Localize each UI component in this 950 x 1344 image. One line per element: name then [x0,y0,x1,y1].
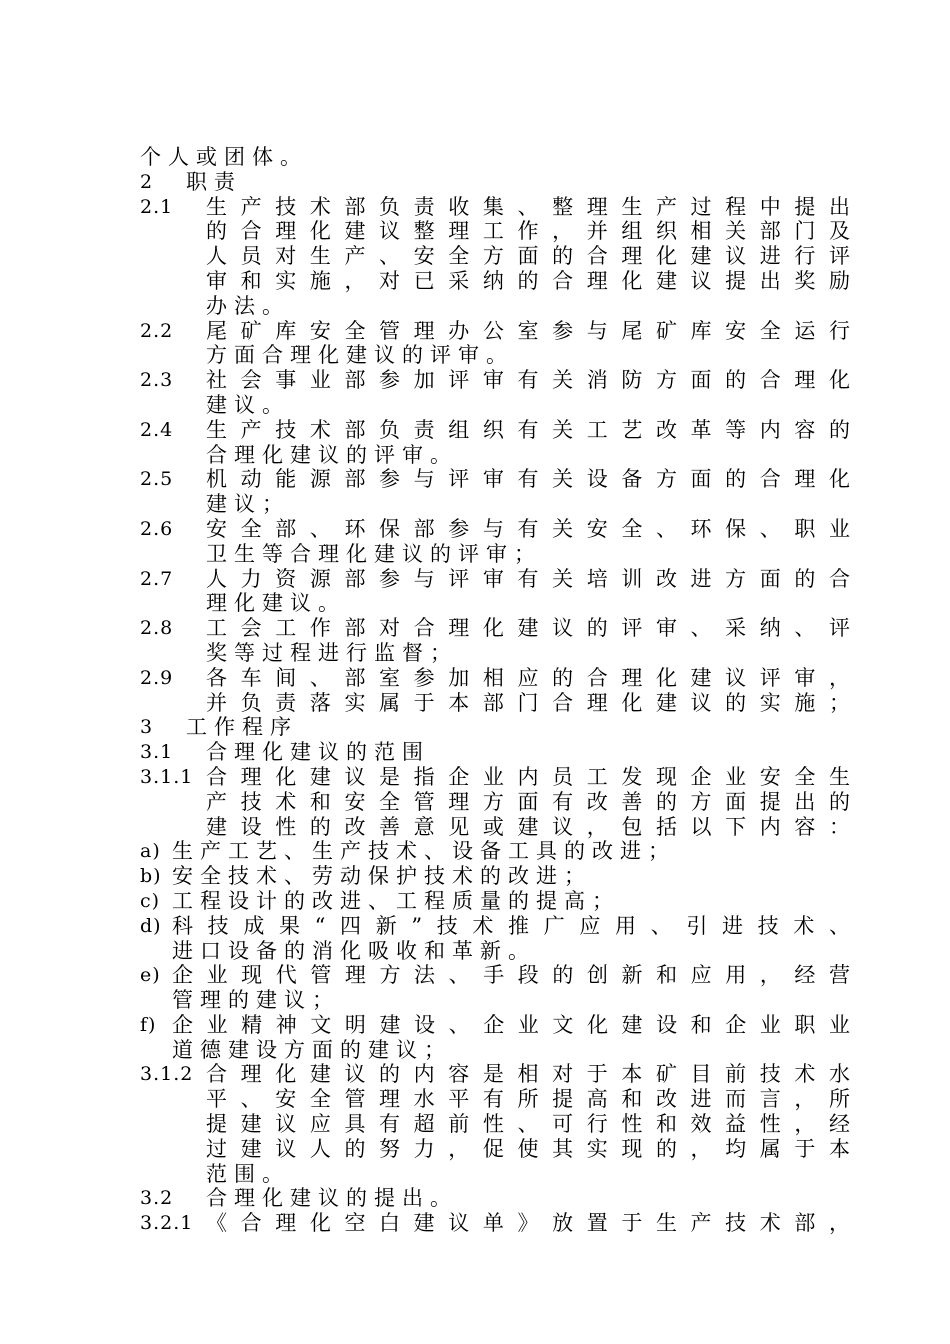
clause-text: 范围。 [206,1161,290,1186]
clause-text: 企业现代管理方法、手段的创新和应用，经营 [172,963,850,988]
clause-text: 合理化建议是指企业内员工发现企业安全生 [206,764,850,789]
clause-text: 生产工艺、生产技术、设备工具的改进； [172,839,676,864]
text-line [138,691,850,716]
clause-number [138,1162,206,1187]
clause-text: 各车间、部室参加相应的合理化建议评审， [206,665,850,690]
clause-text: 理化建议。 [206,591,346,616]
clause-number: 2.7 [140,567,174,590]
clause-text: 社会事业部参加评审有关消防方面的合理化 [206,368,850,393]
text-line [138,963,850,988]
clause-text: 建设性的改善意见或建议，包括以下内容： [206,814,850,839]
clause-number: 3.2.1 [140,1212,194,1235]
text-line [138,591,850,616]
text-line [138,1013,850,1038]
clause-number: b) [140,865,162,888]
text-line [138,393,850,418]
clause-number [138,1137,206,1162]
clause-number [138,591,206,616]
text-line [138,542,850,567]
text-line [138,988,850,1013]
clause-number [138,343,206,368]
clause-text: 工作程序 [186,715,298,740]
clause-text: 安全部、环保部参与有关安全、环保、职业 [206,516,850,541]
text-line [138,219,850,244]
text-line [138,195,850,220]
clause-text: 审和实施，对已采纳的合理化建议提出奖励 [206,268,850,293]
text-line [138,1162,850,1187]
clause-number: 2.6 [140,517,174,540]
clause-text: 建议。 [206,392,290,417]
clause-text: 个人或团体。 [140,145,308,169]
clause-text: 生产技术部负责组织有关工艺改革等内容的 [206,417,850,442]
text-line [138,368,850,393]
clause-number [138,269,206,294]
clause-text: 建议； [206,492,290,517]
clause-number [138,492,206,517]
clause-number [138,1087,206,1112]
clause-text: 人力资源部参与评审有关培训改进方面的合 [206,566,850,591]
text-line [138,1112,850,1137]
document-body [138,145,850,1236]
clause-number: 3.1.2 [140,1063,194,1086]
clause-number [138,1038,172,1063]
text-line [138,914,850,939]
clause-text: 尾矿库安全管理办公室参与尾矿库安全运行 [206,318,850,343]
text-line [138,1137,850,1162]
clause-text: 奖等过程进行监督； [206,640,458,665]
text-line [138,170,850,195]
text-line [138,715,850,740]
clause-number: f) [140,1013,157,1036]
clause-number [138,939,172,964]
clause-number: 2.3 [140,369,174,392]
clause-text: 进口设备的消化吸收和革新。 [172,938,536,963]
text-line [138,839,850,864]
clause-number [138,393,206,418]
clause-text: 企业精神文明建设、企业文化建设和企业职业 [172,1012,850,1037]
clause-number: 3 [140,716,154,739]
clause-number: 2.5 [140,468,174,491]
clause-number: 2.8 [140,617,174,640]
text-line [138,443,850,468]
text-line [138,492,850,517]
clause-number: 2.2 [140,319,174,342]
clause-number [138,641,206,666]
clause-text: 科技成果“四新”技术推广应用、引进技术、 [172,913,850,938]
clause-text: 卫生等合理化建议的评审； [206,541,542,566]
clause-text: 生产技术部负责收集、整理生产过程中提出 [206,194,850,219]
text-line [138,294,850,319]
clause-number: 3.2 [140,1187,174,1210]
clause-number [138,294,206,319]
clause-text: 机动能源部参与评审有关设备方面的合理化 [206,467,850,492]
clause-text: 平、安全管理水平有所提高和改进而言，所 [206,1087,850,1112]
text-line [138,864,850,889]
text-line [138,1062,850,1087]
clause-text: 过建议人的努力，促使其实现的，均属于本 [206,1136,850,1161]
clause-number: 3.1.1 [140,765,194,788]
text-line [138,790,850,815]
text-line [138,567,850,592]
clause-number: 3.1 [140,741,174,764]
clause-text: 合理化建议的提出。 [206,1186,458,1211]
clause-text: 管理的建议； [172,988,340,1013]
text-line [138,517,850,542]
clause-number [138,219,206,244]
clause-text: 人员对生产、安全方面的合理化建议进行评 [206,244,850,269]
clause-number [138,542,206,567]
clause-number [138,790,206,815]
clause-text: 方面合理化建议的评审。 [206,343,514,368]
clause-text: 提建议应具有超前性、可行性和效益性，经 [206,1112,850,1137]
text-line [138,666,850,691]
clause-number: 2 [140,170,154,193]
clause-text: 办法。 [206,293,290,318]
clause-text: 产技术和安全管理方面有改善的方面提出的 [206,789,850,814]
clause-number [138,244,206,269]
text-line [138,319,850,344]
text-line [138,343,850,368]
clause-number [138,988,172,1013]
text-line [138,939,850,964]
text-line [138,145,850,170]
clause-text: 并负责落实属于本部门合理化建议的实施； [206,690,850,715]
text-line [138,1087,850,1112]
clause-text: 职责 [186,169,242,194]
clause-number: 2.9 [140,666,174,689]
text-line [138,889,850,914]
text-line [138,815,850,840]
clause-number: c) [140,889,161,912]
clause-number: 2.1 [140,195,174,218]
clause-text: 安全技术、劳动保护技术的改进； [172,864,592,889]
clause-text: 工会工作部对合理化建议的评审、采纳、评 [206,616,850,641]
text-line [138,1186,850,1211]
text-line [138,740,850,765]
text-line [138,418,850,443]
text-line [138,1038,850,1063]
clause-text: 合理化建议的范围 [206,740,430,765]
clause-number: a) [140,840,161,863]
text-line [138,616,850,641]
clause-number [138,1112,206,1137]
clause-number: d) [140,914,162,937]
text-line [138,467,850,492]
clause-text: 合理化建议的评审。 [206,442,458,467]
clause-text: 合理化建议的内容是相对于本矿目前技术水 [206,1062,850,1087]
clause-text: 《合理化空白建议单》放置于生产技术部， [206,1211,850,1236]
text-line [138,244,850,269]
text-line [138,765,850,790]
clause-number [138,691,206,716]
clause-text: 道德建设方面的建议； [172,1037,452,1062]
text-line [138,269,850,294]
clause-number: 2.4 [140,418,174,441]
clause-text: 工程设计的改进、工程质量的提高； [172,888,620,913]
clause-number [138,443,206,468]
text-line [138,1211,850,1236]
clause-number [138,815,206,840]
text-line [138,641,850,666]
clause-text: 的合理化建议整理工作，并组织相关部门及 [206,219,850,244]
clause-number: e) [140,964,161,987]
